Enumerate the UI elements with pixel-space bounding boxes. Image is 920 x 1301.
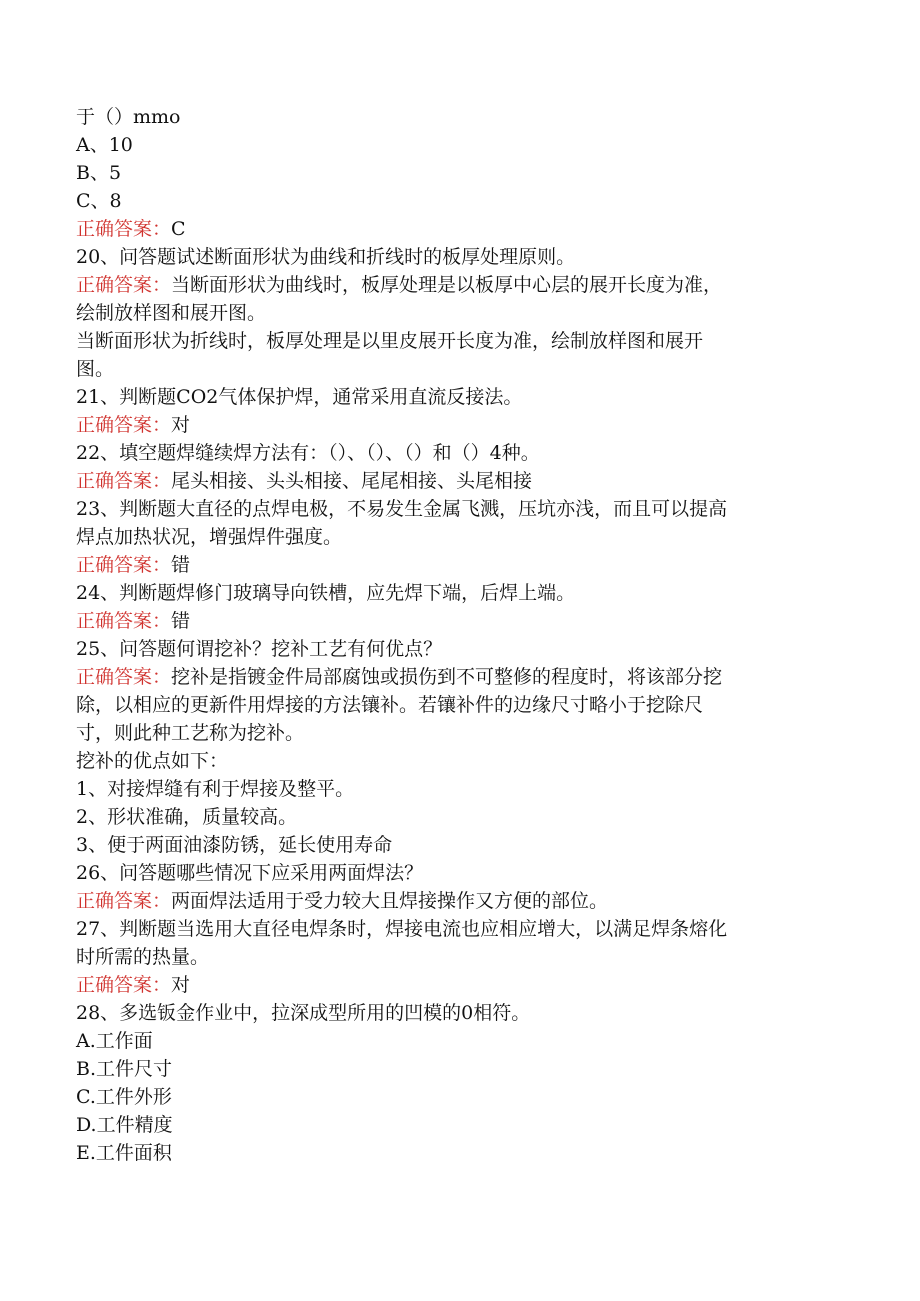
q19-answer-text: C xyxy=(171,218,186,240)
q26-answer xyxy=(76,887,836,915)
document-page xyxy=(76,103,836,1167)
q19-option-c: C、8 xyxy=(76,190,122,212)
q25-answer-line-1 xyxy=(76,663,836,691)
answer-label: 正确答案： xyxy=(76,470,172,492)
q19-answer xyxy=(76,215,836,243)
answer-label: 正确答案： xyxy=(76,974,172,996)
q25-answer-line-3: 寸，则此种工艺称为挖补。 xyxy=(76,722,305,744)
answer-label: 正确答案： xyxy=(76,554,172,576)
q23-answer xyxy=(76,551,836,579)
q26-answer-text: 两面焊法适用于受力较大且焊接操作又方便的部位。 xyxy=(171,890,609,912)
q25-answer-line-6: 2、形状准确，质量较高。 xyxy=(76,806,298,828)
q20-question: 20、问答题试述断面形状为曲线和折线时的板厚处理原则。 xyxy=(76,246,576,268)
q20-answer-line-2: 绘制放样图和展开图。 xyxy=(76,302,267,324)
q22-answer xyxy=(76,467,836,495)
q28-question: 28、多选钣金作业中，拉深成型所用的凹模的0相符。 xyxy=(76,1002,531,1024)
q20-answer-line-4: 图。 xyxy=(76,358,115,380)
q21-question: 21、判断题CO2气体保护焊，通常采用直流反接法。 xyxy=(76,386,523,408)
q25-answer-text: 挖补是指镀金件局部腐蚀或损伤到不可整修的程度时，将该部分挖 xyxy=(171,666,723,688)
q23-question-line-1: 23、判断题大直径的点焊电极，不易发生金属飞溅，压坑亦浅，而且可以提高 xyxy=(76,498,728,520)
answer-label: 正确答案： xyxy=(76,666,172,688)
q27-answer-text: 对 xyxy=(171,974,191,996)
q28-option-a: A.工作面 xyxy=(76,1030,153,1052)
q20-answer-line-3: 当断面形状为折线时，板厚处理是以里皮展开长度为准，绘制放样图和展开 xyxy=(76,330,704,352)
q27-question-line-2: 时所需的热量。 xyxy=(76,946,210,968)
answer-label: 正确答案： xyxy=(76,274,172,296)
q27-answer xyxy=(76,971,836,999)
q22-question: 22、填空题焊缝续焊方法有：（）、（）、（）和（）4种。 xyxy=(76,442,540,464)
q20-answer-line-1 xyxy=(76,271,836,299)
q21-answer xyxy=(76,411,836,439)
q28-option-e: E.工件面积 xyxy=(76,1142,172,1164)
q21-answer-text: 对 xyxy=(171,414,191,436)
q19-option-b: B、5 xyxy=(76,162,122,184)
answer-label: 正确答案： xyxy=(76,610,172,632)
q19-question-tail: 于（）mmo xyxy=(76,106,181,128)
answer-label: 正确答案： xyxy=(76,218,172,240)
q19-option-a: A、10 xyxy=(76,134,133,156)
q26-question: 26、问答题哪些情况下应采用两面焊法？ xyxy=(76,862,424,884)
answer-label: 正确答案： xyxy=(76,414,172,436)
q25-answer-line-7: 3、便于两面油漆防锈，延长使用寿命 xyxy=(76,834,393,856)
q23-answer-text: 错 xyxy=(171,554,191,576)
q20-answer-text: 当断面形状为曲线时，板厚处理是以板厚中心层的展开长度为准， xyxy=(171,274,723,296)
q23-question-line-2: 焊点加热状况，增强焊件强度。 xyxy=(76,526,343,548)
q27-question-line-1: 27、判断题当选用大直径电焊条时，焊接电流也应相应增大，以满足焊条熔化 xyxy=(76,918,728,940)
q25-question: 25、问答题何谓挖补？挖补工艺有何优点？ xyxy=(76,638,443,660)
q25-answer-line-5: 1、对接焊缝有利于焊接及整平。 xyxy=(76,778,355,800)
q24-question: 24、判断题焊修门玻璃导向铁槽，应先焊下端，后焊上端。 xyxy=(76,582,576,604)
q24-answer-text: 错 xyxy=(171,610,191,632)
q25-answer-line-2: 除，以相应的更新件用焊接的方法镶补。若镶补件的边缘尺寸略小于挖除尺 xyxy=(76,694,704,716)
q24-answer xyxy=(76,607,836,635)
q28-option-d: D.工件精度 xyxy=(76,1114,173,1136)
q28-option-b: B.工件尺寸 xyxy=(76,1058,173,1080)
q25-answer-line-4: 挖补的优点如下： xyxy=(76,750,229,772)
answer-label: 正确答案： xyxy=(76,890,172,912)
q22-answer-text: 尾头相接、头头相接、尾尾相接、头尾相接 xyxy=(171,470,533,492)
q28-option-c: C.工件外形 xyxy=(76,1086,172,1108)
